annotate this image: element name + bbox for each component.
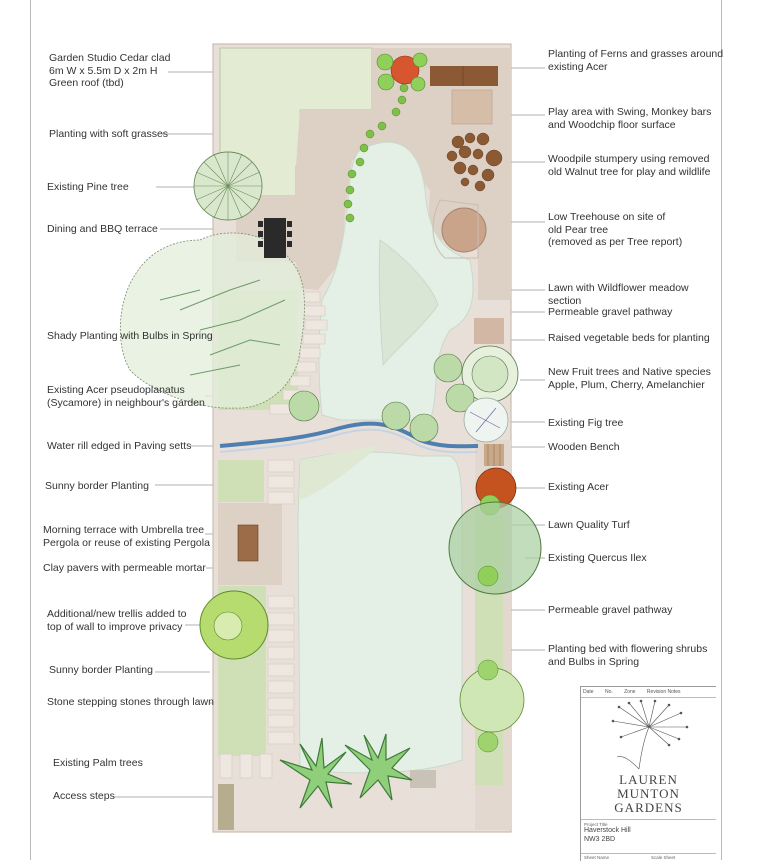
label-fruit-trees (548, 366, 711, 391)
label-fig-tree: Existing Fig tree (548, 417, 624, 429)
label-stepping-stones: Stone stepping stones through lawn (47, 696, 214, 708)
access-steps (218, 784, 234, 830)
header-revision-notes: Revision Notes (646, 689, 681, 695)
label-line: and Woodchip floor surface (548, 118, 676, 131)
label-water-rill: Water rill edged in Paving setts (47, 440, 192, 452)
bench-top (430, 66, 498, 86)
label-gravel-2: Permeable gravel pathway (548, 604, 673, 616)
label-dining-terrace: Dining and BBQ terrace (47, 223, 158, 235)
label-line: Lawn with Wildflower meadow (548, 282, 689, 294)
label-line: Planting bed with flowering shrubs (548, 643, 708, 655)
label-pine-tree: Existing Pine tree (47, 181, 129, 193)
divider (581, 697, 716, 698)
label-line: top of wall to improve privacy (47, 620, 183, 633)
label-treehouse (548, 211, 682, 249)
pine-needles (194, 152, 262, 220)
label-sunny-border-1: Sunny border Planting (45, 480, 149, 492)
label-line: old Walnut tree for play and wildlife (548, 165, 711, 178)
lower-lawn (298, 452, 462, 773)
header-no: No. (604, 689, 613, 695)
label-line: (removed as per Tree report) (548, 236, 683, 248)
label-line: Additional/new trellis added to (47, 608, 187, 620)
project-label: Project Title (584, 822, 608, 827)
sycamore-canopy (120, 233, 304, 408)
label-line: 6m W x 5.5m D x 2m H (49, 64, 158, 77)
label-line: New Fruit trees and Native species (548, 366, 711, 378)
label-shrubs (548, 643, 707, 668)
label-veg-beds: Raised vegetable beds for planting (548, 332, 710, 344)
fig-tree (464, 398, 508, 442)
wooden-bench (484, 444, 504, 466)
sunny-border-1 (218, 460, 264, 502)
project-name: Haverstock Hill (584, 827, 631, 834)
label-garden-studio (49, 52, 170, 90)
label-sunny-border-2: Sunny border Planting (49, 664, 153, 676)
brand-line-2: MUNTON (617, 786, 680, 801)
label-play-area (548, 106, 711, 131)
label-bench: Wooden Bench (548, 441, 620, 453)
label-line: (Sycamore) in neighbour's garden (47, 396, 205, 409)
play-structure (452, 90, 492, 124)
label-quercus: Existing Quercus Ilex (548, 552, 647, 564)
label-gravel-1: Permeable gravel pathway (548, 306, 673, 318)
divider (581, 819, 716, 820)
trellis-shrub (200, 591, 268, 659)
treehouse (442, 208, 486, 252)
label-shady-planting: Shady Planting with Bulbs in Spring (47, 330, 213, 342)
label-line: Pergola or reuse of existing Pergola (43, 536, 210, 549)
brand-line-3: GARDENS (614, 800, 683, 815)
label-line: Morning terrace with Umbrella tree (43, 524, 205, 536)
label-line: Woodpile stumpery using removed (548, 153, 710, 165)
label-line: Apple, Plum, Cherry, Amelanchier (548, 378, 705, 391)
project-postcode: NW3 2BD (584, 836, 616, 843)
header-zone: Zone (624, 689, 636, 695)
label-ferns (548, 48, 723, 73)
label-lawn-meadow (548, 282, 689, 307)
label-line: Planting of Ferns and grasses around (548, 48, 724, 60)
rear-steps (410, 770, 436, 788)
label-turf: Lawn Quality Turf (548, 519, 630, 531)
label-acer: Existing Acer (548, 481, 609, 493)
label-woodpile (548, 153, 710, 178)
label-palm-trees: Existing Palm trees (53, 757, 143, 769)
label-line: and Bulbs in Spring (548, 655, 640, 668)
label-morning-terrace (43, 524, 210, 549)
title-block (580, 686, 716, 861)
label-line: Green roof (tbd) (49, 77, 124, 89)
label-line: Existing Acer pseudoplanatus (47, 384, 185, 396)
allium-logo-icon (599, 699, 699, 771)
revision-header (583, 689, 691, 695)
label-line: Play area with Swing, Monkey bars (548, 106, 712, 118)
label-access-steps: Access steps (53, 790, 115, 802)
header-date: Date (583, 689, 594, 695)
label-acer-pseudoplanatus (47, 384, 205, 409)
label-line: section (548, 294, 582, 307)
label-line: old Pear tree (548, 223, 609, 236)
pergola (238, 525, 258, 561)
veg-bed (474, 318, 504, 344)
label-clay-pavers: Clay pavers with permeable mortar (43, 562, 206, 574)
label-soft-grasses: Planting with soft grasses (49, 128, 169, 140)
scale-label: Scale Sheet (651, 855, 676, 860)
sheet-name-label: Sheet Name (584, 855, 610, 860)
brand-line-1: LAUREN (619, 772, 678, 787)
label-line: Low Treehouse on site of (548, 211, 666, 223)
label-trellis (47, 608, 187, 633)
label-line: existing Acer (548, 60, 608, 73)
label-line: Garden Studio Cedar clad (49, 52, 171, 64)
